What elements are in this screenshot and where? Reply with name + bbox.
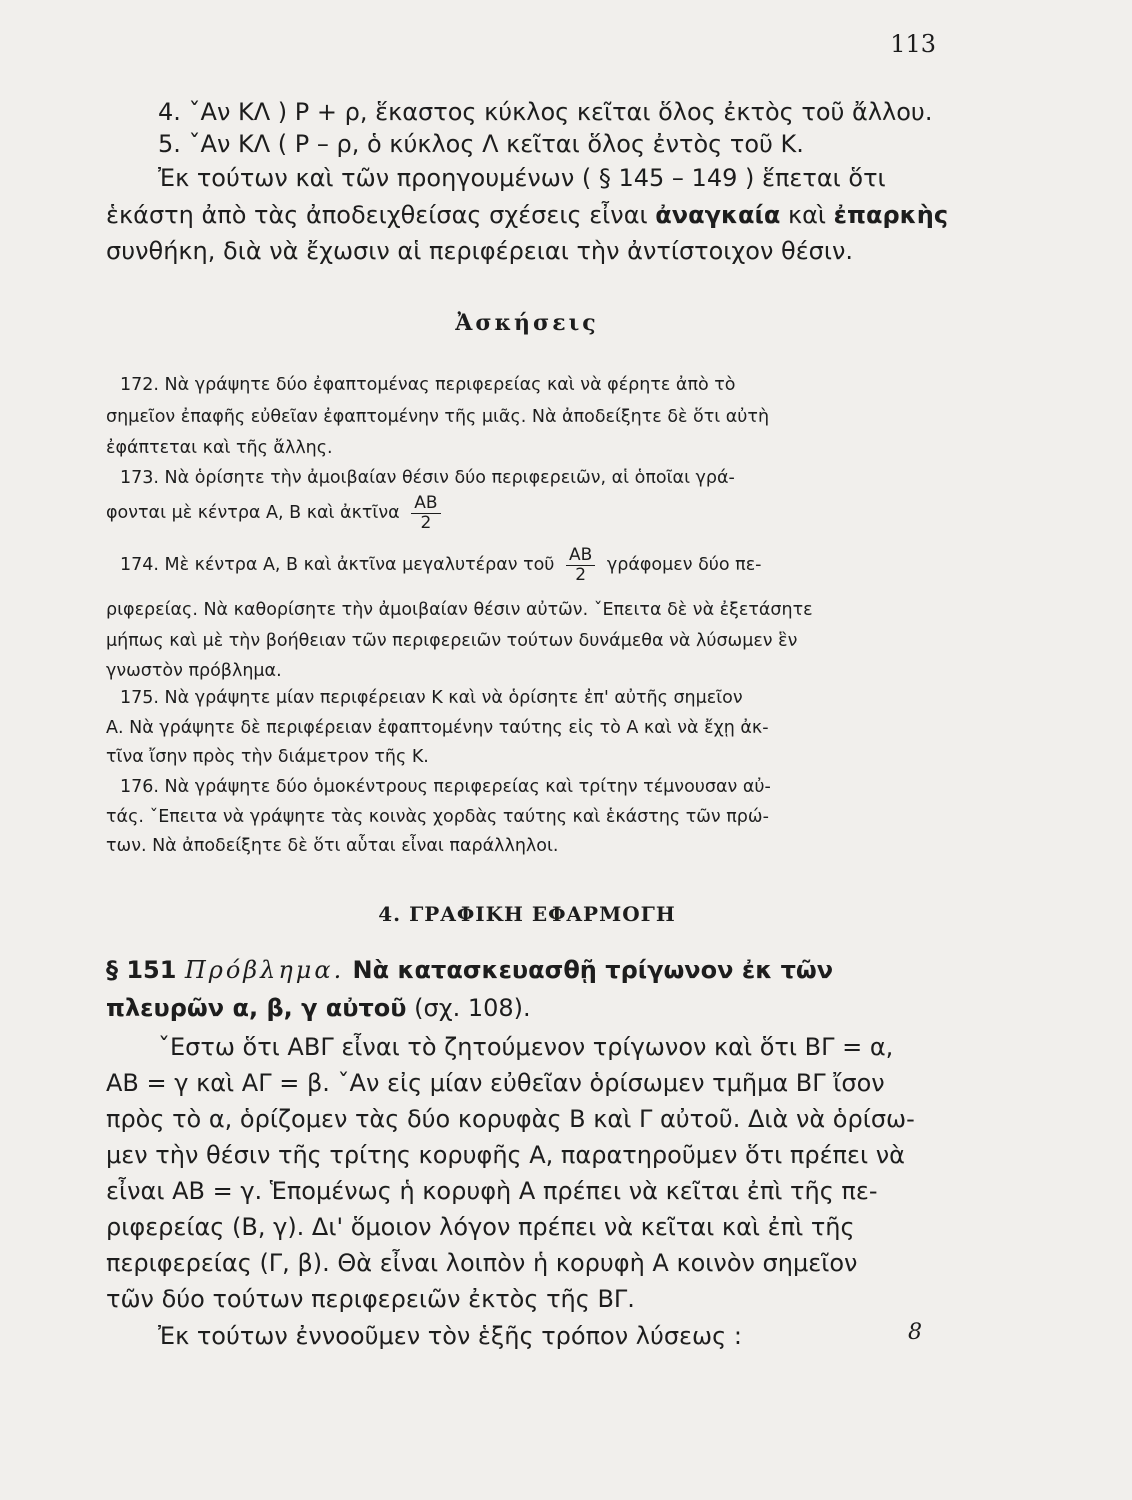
solution-line-4: μεν τὴν θέσιν τῆς τρίτης κορυφῆς Α, παρατηροῦμεν ὅτι πρέπει νὰ xyxy=(106,1141,905,1169)
intro-necessary: ἀναγκαία xyxy=(655,201,781,229)
exercise-176-line-2: τάς. ˇΕπειτα νὰ γράψητε τὰς κοινὰς χορδὰς ταύτης καὶ ἑκάστης τῶν πρώ- xyxy=(106,807,769,827)
exercise-175-line-3: τῖνα ἴσην πρὸς τὴν διάμετρον τῆς Κ. xyxy=(106,747,429,767)
fraction-numerator: ΑΒ xyxy=(411,494,440,514)
exercise-174-line-3: μήπως καὶ μὲ τὴν βοήθειαν τῶν περιφερειῶν τούτων δυνάμεθα νὰ λύσωμεν ἓν xyxy=(106,631,798,651)
problem-number: § 151 xyxy=(106,956,185,984)
intro-line-1: 4. ˇΑν ΚΛ ) Ρ + ρ, ἕκαστος κύκλος κεῖται ὅλος ἐκτὸς τοῦ ἄλλου. xyxy=(158,98,933,126)
exercise-172-line-2: σημεῖον ἐπαφῆς εὐθεῖαν ἐφαπτομένην τῆς μιᾶς. Νὰ ἀποδείξητε δὲ ὅτι αὐτὴ xyxy=(106,407,770,427)
exercise-175-line-2: Α. Νὰ γράψητε δὲ περιφέρειαν ἐφαπτομένην ταύτης εἰς τὸ Α καὶ νὰ ἔχῃ ἀκ- xyxy=(106,718,769,738)
exercise-176-line-1: 176. Νὰ γράψητε δύο ὁμοκέντρους περιφερείας καὶ τρίτην τέμνουσαν αὐ- xyxy=(120,777,771,797)
solution-line-8: τῶν δύο τούτων περιφερειῶν ἐκτὸς τῆς ΒΓ. xyxy=(106,1285,635,1313)
solution-line-6: ριφερείας (Β, γ). Δι' ὅμοιον λόγον πρέπει νὰ κεῖται καὶ ἐπὶ τῆς xyxy=(106,1213,855,1241)
intro-and: καὶ xyxy=(780,201,834,229)
exercise-173-line-1: 173. Νὰ ὁρίσητε τὴν ἀμοιβαίαν θέσιν δύο περιφερειῶν, αἱ ὁποῖαι γρά- xyxy=(120,468,735,488)
printer-signature-mark: 8 xyxy=(908,1320,922,1345)
exercise-174-text-a: 174. Μὲ κέντρα Α, Β καὶ ἀκτῖνα μεγαλυτέραν τοῦ xyxy=(120,555,555,576)
section-heading: 4. ΓΡΑΦΙΚΗ ΕΦΑΡΜΟΓΗ xyxy=(378,902,676,926)
solution-line-3: πρὸς τὸ α, ὁρίζομεν τὰς δύο κορυφὰς Β καὶ Γ αὐτοῦ. Διὰ νὰ ὁρίσω- xyxy=(106,1105,915,1133)
fraction-numerator: ΑΒ xyxy=(566,546,595,566)
exercises-heading: Ἀσκήσεις xyxy=(455,310,599,336)
exercise-174-line-4: γνωστὸν πρόβλημα. xyxy=(106,661,282,681)
exercise-172-line-1: 172. Νὰ γράψητε δύο ἐφαπτομένας περιφερείας καὶ νὰ φέρητε ἀπὸ τὸ xyxy=(120,375,736,395)
intro-line-4 xyxy=(106,203,948,227)
exercise-176-line-3: των. Νὰ ἀποδείξητε δὲ ὅτι αὗται εἶναι παράλληλοι. xyxy=(106,836,559,856)
exercise-174-text-b: γράφομεν δύο πε- xyxy=(606,555,762,576)
solution-line-7: περιφερείας (Γ, β). Θὰ εἶναι λοιπὸν ἡ κορυφὴ Α κοινὸν σημεῖον xyxy=(106,1249,858,1277)
exercise-173-line-2 xyxy=(106,494,447,532)
solution-line-5: εἶναι ΑΒ = γ. Ἑπομένως ἡ κορυφὴ Α πρέπει νὰ κεῖται ἐπὶ τῆς πε- xyxy=(106,1177,878,1205)
solution-line-9: Ἐκ τούτων ἐννοοῦμεν τὸν ἑξῆς τρόπον λύσεως : xyxy=(158,1322,742,1350)
fraction-denominator: 2 xyxy=(420,512,432,533)
problem-word: Πρόβλημα. xyxy=(184,956,345,984)
exercise-173-text: φονται μὲ κέντρα Α, Β καὶ ἀκτῖνα xyxy=(106,503,400,524)
solution-line-2: ΑΒ = γ καὶ ΑΓ = β. ˇΑν εἰς μίαν εὐθεῖαν ὁρίσωμεν τμῆμα ΒΓ ἴσον xyxy=(106,1069,885,1097)
problem-title-line-1 xyxy=(106,958,833,982)
fraction-ab-over-2 xyxy=(566,546,595,584)
intro-line-2: 5. ˇΑν ΚΛ ( Ρ – ρ, ὁ κύκλος Λ κεῖται ὅλος ἐντὸς τοῦ Κ. xyxy=(158,130,804,158)
problem-title-line-2 xyxy=(106,996,531,1020)
fraction-denominator: 2 xyxy=(575,564,587,585)
problem-title-text: Νὰ κατασκευασθῇ τρίγωνον ἐκ τῶν xyxy=(344,956,834,984)
problem-figure-ref: (σχ. 108). xyxy=(406,994,531,1022)
exercise-174-line-2: ριφερείας. Νὰ καθορίσητε τὴν ἀμοιβαίαν θέσιν αὐτῶν. ˇΕπειτα δὲ νὰ ἐξετάσητε xyxy=(106,600,813,620)
intro-line-5: συνθήκη, διὰ νὰ ἔχωσιν αἱ περιφέρειαι τὴν ἀντίστοιχον θέσιν. xyxy=(106,237,854,265)
fraction-ab-over-2 xyxy=(411,494,440,532)
intro-sufficient: ἐπαρκὴς xyxy=(833,201,949,229)
exercise-174-line-1 xyxy=(120,546,762,584)
exercise-175-line-1: 175. Νὰ γράψητε μίαν περιφέρειαν Κ καὶ νὰ ὁρίσητε ἐπ' αὐτῆς σημεῖον xyxy=(120,688,743,708)
exercise-172-line-3: ἐφάπτεται καὶ τῆς ἄλλης. xyxy=(106,438,333,458)
page-number: 113 xyxy=(890,30,936,58)
intro-line-3: Ἐκ τούτων καὶ τῶν προηγουμένων ( § 145 – 149 ) ἕπεται ὅτι xyxy=(158,164,886,192)
solution-line-1: ˇΕστω ὅτι ΑΒΓ εἶναι τὸ ζητούμενον τρίγωνον καὶ ὅτι ΒΓ = α, xyxy=(158,1033,894,1061)
intro-line-4-text: ἑκάστη ἀπὸ τὰς ἀποδειχθείσας σχέσεις εἶναι xyxy=(106,201,656,229)
problem-title-sides: πλευρῶν α, β, γ αὐτοῦ xyxy=(106,994,407,1022)
